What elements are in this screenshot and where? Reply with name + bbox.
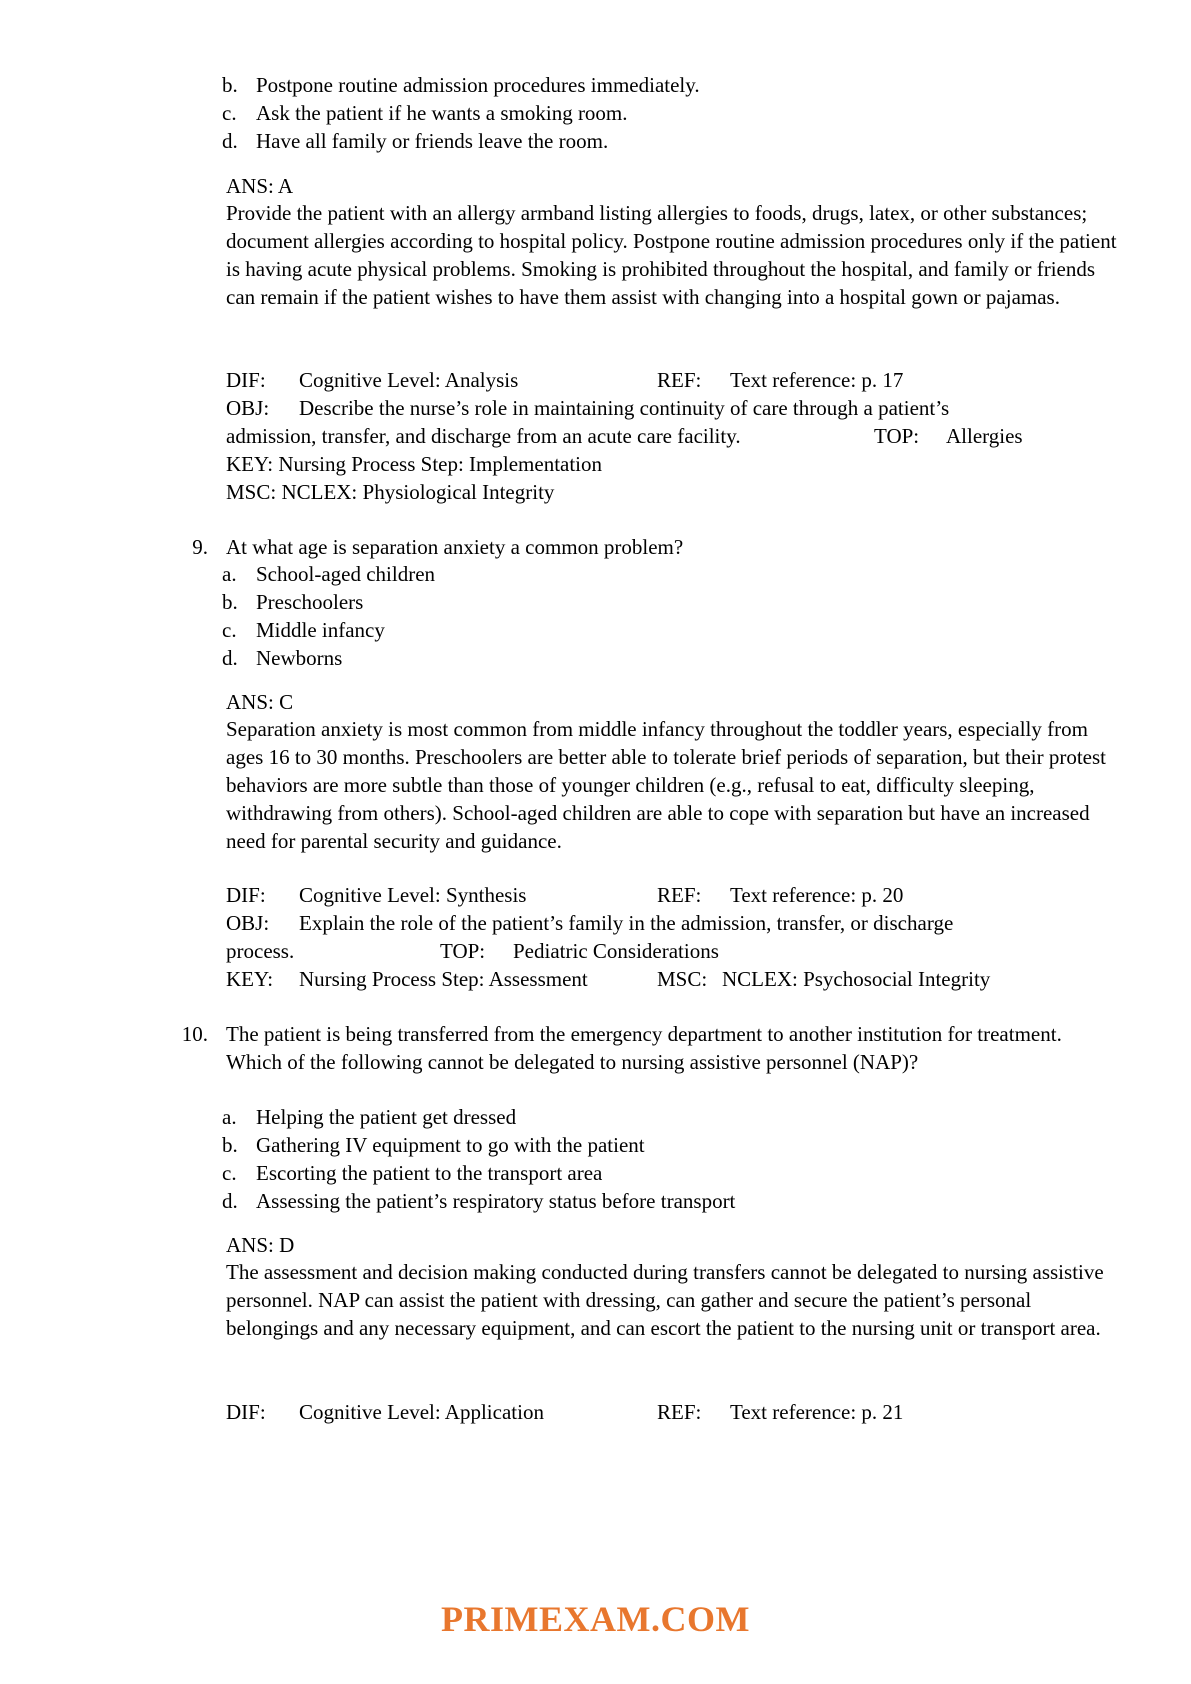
option-text: School-aged children	[256, 562, 436, 586]
top-label: TOP:	[874, 424, 920, 448]
option-letter: a.	[222, 1105, 237, 1129]
obj-label: OBJ:	[226, 911, 270, 935]
question-text: The patient is being transferred from the emergency department to another institution for treatment. Which of the following cannot be delegated to nursing assistive personnel (NAP)?	[226, 1022, 1062, 1074]
q8-rationale: Provide the patient with an allergy armband listing allergies to foods, drugs, latex, or other substances; document allergies according to hospital policy. Postpone routine admission procedures only if the patient is having acute physical problems. Smoking is prohibited throughout the hospital, and family or friends can remain if the patient wishes to have them assist with changing into a hospital gown or pajamas.	[226, 201, 1117, 309]
question-number: 10.	[181, 1022, 208, 1046]
top-label: TOP:	[440, 939, 486, 963]
top-value: Allergies	[946, 424, 1023, 448]
question-text: At what age is separation anxiety a common problem?	[226, 535, 684, 559]
option-text: Helping the patient get dressed	[256, 1105, 517, 1129]
q10-question	[160, 1020, 1110, 1076]
q10-dif-line	[226, 1398, 1126, 1426]
q9-options	[222, 560, 1102, 672]
ref-value: Text reference: p. 20	[730, 883, 904, 907]
dif-label: DIF:	[226, 883, 266, 907]
q9-option-d	[222, 644, 1102, 672]
q9-obj-line-2	[226, 937, 1126, 965]
q10-answer: ANS: D	[226, 1233, 295, 1257]
option-letter: d.	[222, 129, 238, 153]
q9-metadata	[226, 881, 1126, 993]
dif-value: Cognitive Level: Synthesis	[299, 883, 527, 907]
footer-watermark[interactable]: PRIMEXAM.COM	[441, 1599, 750, 1639]
q8-options	[222, 71, 1102, 155]
obj-value-cont: process.	[226, 939, 295, 963]
option-text: Ask the patient if he wants a smoking room.	[256, 101, 628, 125]
q8-option-c	[222, 99, 1102, 127]
msc-value: NCLEX: Psychosocial Integrity	[722, 967, 991, 991]
q10-option-b	[222, 1131, 1102, 1159]
q9-rationale: Separation anxiety is most common from middle infancy throughout the toddler years, especially from ages 16 to 30 months. Preschoolers are better able to tolerate brief periods of separation, but their protest behaviors are more subtle than those of younger children (e.g., refusal to eat, difficulty sleeping, withdrawing from others). School-aged children are able to cope with separation but have an increased need for parental security and guidance.	[226, 717, 1106, 853]
option-letter: d.	[222, 646, 238, 670]
ref-value: Text reference: p. 21	[730, 1400, 904, 1424]
option-letter: a.	[222, 562, 237, 586]
option-letter: b.	[222, 1133, 238, 1157]
q9-option-c	[222, 616, 1102, 644]
option-text: Newborns	[256, 646, 343, 670]
option-text: Escorting the patient to the transport area	[256, 1161, 603, 1185]
q8-obj-line	[226, 394, 1126, 422]
ref-value: Text reference: p. 17	[730, 368, 904, 392]
q10-rationale: The assessment and decision making conducted during transfers cannot be delegated to nursing assistive personnel. NAP can assist the patient with dressing, can gather and secure the patient’s personal belongings and any necessary equipment, and can escort the patient to the nursing unit or transport area.	[226, 1260, 1104, 1340]
key-label: KEY:	[226, 967, 274, 991]
q8-obj-line-2	[226, 422, 1126, 450]
q8-answer: ANS: A	[226, 174, 294, 198]
q9-dif-line	[226, 881, 1126, 909]
option-letter: c.	[222, 1161, 237, 1185]
q8-key-line: KEY: Nursing Process Step: Implementation	[226, 452, 603, 476]
option-letter: d.	[222, 1189, 238, 1213]
msc-label: MSC:	[657, 967, 708, 991]
obj-value-cont: admission, transfer, and discharge from an acute care facility.	[226, 424, 741, 448]
ref-label: REF:	[657, 1400, 702, 1424]
option-text: Preschoolers	[256, 590, 364, 614]
q8-msc-line: MSC: NCLEX: Physiological Integrity	[226, 480, 555, 504]
dif-value: Cognitive Level: Analysis	[299, 368, 519, 392]
obj-value: Explain the role of the patient’s family in the admission, transfer, or discharge	[299, 911, 954, 935]
ref-label: REF:	[657, 368, 702, 392]
option-text: Assessing the patient’s respiratory status before transport	[256, 1189, 736, 1213]
option-text: Postpone routine admission procedures immediately.	[256, 73, 700, 97]
q10-option-d	[222, 1187, 1102, 1215]
option-text: Middle infancy	[256, 618, 385, 642]
obj-value: Describe the nurse’s role in maintaining continuity of care through a patient’s	[299, 396, 950, 420]
option-letter: b.	[222, 590, 238, 614]
key-value: Nursing Process Step: Assessment	[299, 967, 588, 991]
q8-option-d	[222, 127, 1102, 155]
q9-option-b	[222, 588, 1102, 616]
option-letter: c.	[222, 618, 237, 642]
top-value: Pediatric Considerations	[513, 939, 719, 963]
question-number: 9.	[192, 535, 208, 559]
q9-obj-line	[226, 909, 1126, 937]
q10-options	[222, 1103, 1102, 1215]
q9-option-a	[222, 560, 1102, 588]
dif-label: DIF:	[226, 1400, 266, 1424]
q10-option-c	[222, 1159, 1102, 1187]
q10-metadata	[226, 1398, 1126, 1426]
option-letter: c.	[222, 101, 237, 125]
option-text: Gathering IV equipment to go with the patient	[256, 1133, 645, 1157]
option-text: Have all family or friends leave the room.	[256, 129, 609, 153]
obj-label: OBJ:	[226, 396, 270, 420]
q9-question	[160, 533, 683, 561]
q8-metadata	[226, 366, 1126, 506]
q10-option-a	[222, 1103, 1102, 1131]
option-letter: b.	[222, 73, 238, 97]
q9-answer: ANS: C	[226, 690, 294, 714]
dif-value: Cognitive Level: Application	[299, 1400, 544, 1424]
q9-key-msc-line	[226, 965, 1126, 993]
dif-label: DIF:	[226, 368, 266, 392]
q8-option-b	[222, 71, 1102, 99]
ref-label: REF:	[657, 883, 702, 907]
q8-dif-line	[226, 366, 1126, 394]
